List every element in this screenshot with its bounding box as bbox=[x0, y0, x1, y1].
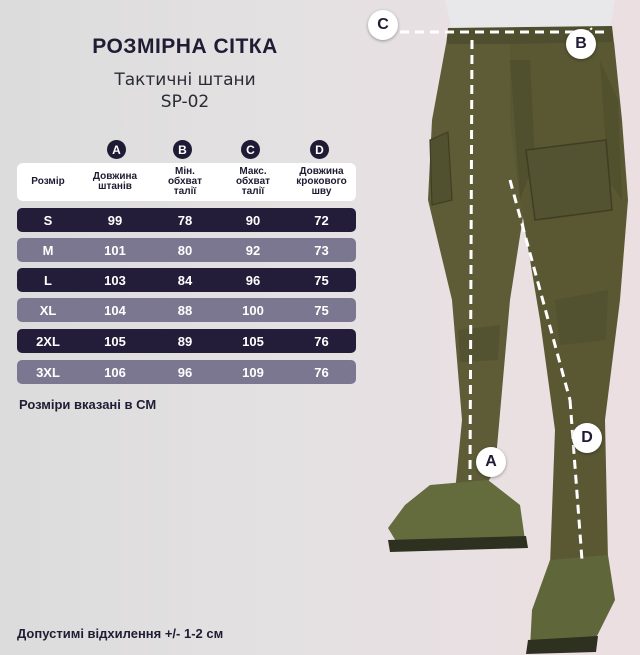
column-letter-d: D bbox=[310, 140, 329, 159]
column-letter-a: A bbox=[107, 140, 126, 159]
units-note: Розміри вказані в СМ bbox=[19, 397, 157, 412]
column-letter-c: C bbox=[241, 140, 260, 159]
product-model: SP-02 bbox=[160, 92, 210, 112]
marker-b: B bbox=[566, 29, 596, 59]
marker-a: A bbox=[476, 447, 506, 477]
size-table-header bbox=[17, 163, 356, 201]
header-inseam: Довжина крокового шву bbox=[296, 166, 347, 197]
table-row: 3XL 106 96 109 76 bbox=[17, 360, 356, 384]
marker-c: C bbox=[368, 10, 398, 40]
pants-illustration bbox=[360, 0, 640, 655]
header-length: Довжина штанів bbox=[92, 171, 138, 192]
column-letter-b: B bbox=[173, 140, 192, 159]
header-max-waist: Макс. обхват талії bbox=[235, 166, 271, 197]
product-name: Тактичні штани bbox=[114, 70, 256, 90]
table-row: XL 104 88 100 75 bbox=[17, 298, 356, 322]
table-row: 2XL 105 89 105 76 bbox=[17, 329, 356, 353]
table-row: S 99 78 90 72 bbox=[17, 208, 356, 232]
header-min-waist: Мін. обхват талії bbox=[167, 166, 203, 197]
table-row: M 101 80 92 73 bbox=[17, 238, 356, 262]
tolerance-note: Допустимі відхилення +/- 1-2 см bbox=[17, 626, 224, 641]
header-size: Розмір bbox=[31, 176, 65, 187]
table-row: L 103 84 96 75 bbox=[17, 268, 356, 292]
page-title: РОЗМІРНА СІТКА bbox=[92, 35, 278, 58]
marker-d: D bbox=[572, 423, 602, 453]
